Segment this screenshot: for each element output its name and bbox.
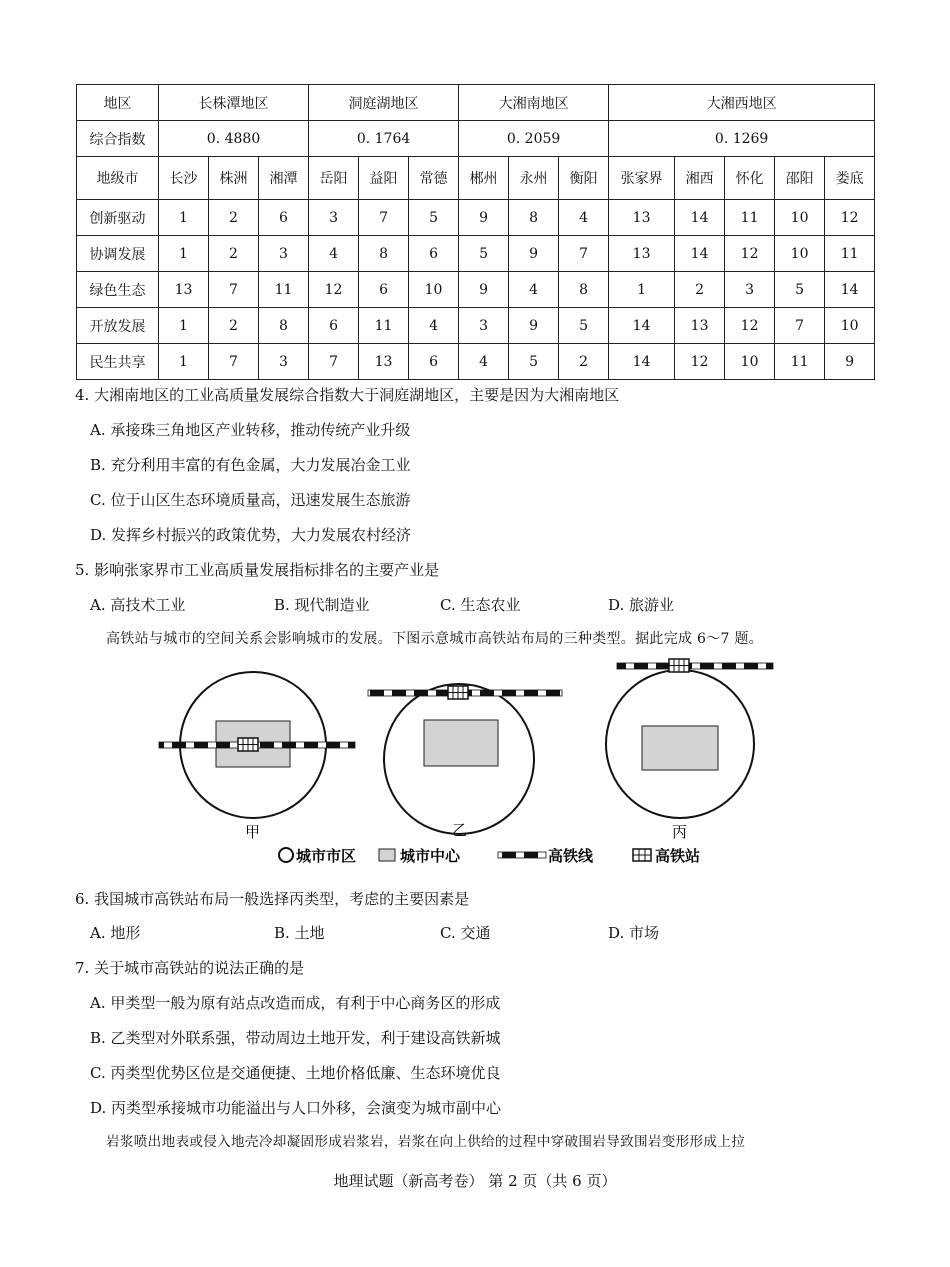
rank-cell: 1 <box>159 344 209 380</box>
indicator-label: 民生共享 <box>77 344 159 380</box>
q6-stem: 6. 我国城市高铁站布局一般选择丙类型，考虑的主要因素是 <box>75 890 470 908</box>
rank-cell: 9 <box>459 272 509 308</box>
rank-cell: 8 <box>509 200 559 236</box>
rank-cell: 4 <box>559 200 609 236</box>
rank-cell: 5 <box>409 200 459 236</box>
region-cell: 长株潭地区 <box>159 85 309 121</box>
city-cell: 娄底 <box>825 157 875 200</box>
q5-option-c: C. 生态农业 <box>440 596 521 614</box>
index-row <box>77 121 875 157</box>
rank-cell: 10 <box>775 200 825 236</box>
station-layout-figure <box>150 650 810 870</box>
index-header: 综合指数 <box>77 121 159 157</box>
q7-stem: 7. 关于城市高铁站的说法正确的是 <box>75 959 305 977</box>
city-cell: 邵阳 <box>775 157 825 200</box>
legend-rail: 高铁线 <box>548 847 594 865</box>
rank-cell: 14 <box>609 344 675 380</box>
rank-cell: 7 <box>559 236 609 272</box>
q6-option-a: A. 地形 <box>90 924 141 942</box>
rank-cell: 2 <box>209 200 259 236</box>
rank-cell: 2 <box>559 344 609 380</box>
region-row <box>77 85 875 121</box>
rank-row <box>77 236 875 272</box>
q7-option-c: C. 丙类型优势区位是交通便捷、土地价格低廉、生态环境优良 <box>90 1064 501 1082</box>
rank-cell: 6 <box>309 308 359 344</box>
rank-cell: 1 <box>159 308 209 344</box>
rank-cell: 11 <box>825 236 875 272</box>
rank-cell: 2 <box>209 236 259 272</box>
rank-cell: 11 <box>259 272 309 308</box>
rank-cell: 6 <box>409 236 459 272</box>
rank-cell: 8 <box>559 272 609 308</box>
rank-cell: 9 <box>509 236 559 272</box>
rank-cell: 7 <box>209 344 259 380</box>
rank-cell: 13 <box>609 236 675 272</box>
q6-option-c: C. 交通 <box>440 924 491 942</box>
q5-option-d: D. 旅游业 <box>608 596 675 614</box>
rank-cell: 4 <box>509 272 559 308</box>
rank-cell: 14 <box>609 308 675 344</box>
rank-row <box>77 200 875 236</box>
rank-body <box>77 200 875 380</box>
rank-cell: 14 <box>675 236 725 272</box>
rank-cell: 12 <box>725 308 775 344</box>
legend-station: 高铁站 <box>655 847 701 865</box>
rank-cell: 10 <box>725 344 775 380</box>
q4-option-a: A. 承接珠三角地区产业转移，推动传统产业升级 <box>90 421 411 439</box>
q4-option-c: C. 位于山区生态环境质量高，迅速发展生态旅游 <box>90 491 411 509</box>
label-jia: 甲 <box>245 823 261 841</box>
type-bing-diagram <box>606 659 773 841</box>
q4-stem: 4. 大湘南地区的工业高质量发展综合指数大于洞庭湖地区，主要是因为大湘南地区 <box>75 386 620 404</box>
index-cell: 0. 1764 <box>309 121 459 157</box>
rank-cell: 13 <box>159 272 209 308</box>
rank-cell: 10 <box>409 272 459 308</box>
rank-cell: 6 <box>259 200 309 236</box>
rank-cell: 10 <box>775 236 825 272</box>
rank-cell: 12 <box>309 272 359 308</box>
indicator-label: 绿色生态 <box>77 272 159 308</box>
rank-cell: 5 <box>775 272 825 308</box>
indicator-label: 开放发展 <box>77 308 159 344</box>
q7-option-d: D. 丙类型承接城市功能溢出与人口外移，会演变为城市副中心 <box>90 1099 502 1117</box>
intro-6-7: 高铁站与城市的空间关系会影响城市的发展。下图示意城市高铁站布局的三种类型。据此完成 6～7 题。 <box>106 631 764 647</box>
rank-cell: 6 <box>409 344 459 380</box>
q5-option-a: A. 高技术工业 <box>90 596 186 614</box>
q5-option-b: B. 现代制造业 <box>274 596 370 614</box>
rank-cell: 9 <box>825 344 875 380</box>
indicator-label: 创新驱动 <box>77 200 159 236</box>
city-cell: 湘西 <box>675 157 725 200</box>
legend-urban-icon <box>279 848 293 862</box>
rank-cell: 3 <box>259 344 309 380</box>
type-yi-diagram <box>368 684 562 839</box>
city-cell: 怀化 <box>725 157 775 200</box>
rank-cell: 8 <box>359 236 409 272</box>
rail-line <box>617 663 773 669</box>
rank-cell: 12 <box>725 236 775 272</box>
ranking-table <box>76 84 875 380</box>
rank-cell: 13 <box>675 308 725 344</box>
index-cell: 0. 2059 <box>459 121 609 157</box>
rank-cell: 6 <box>359 272 409 308</box>
index-cell: 0. 4880 <box>159 121 309 157</box>
rank-cell: 11 <box>725 200 775 236</box>
rank-cell: 4 <box>409 308 459 344</box>
city-cell: 张家界 <box>609 157 675 200</box>
index-cell: 0. 1269 <box>609 121 875 157</box>
city-cell: 长沙 <box>159 157 209 200</box>
rank-row <box>77 272 875 308</box>
q7-option-b: B. 乙类型对外联系强，带动周边土地开发，利于建设高铁新城 <box>90 1029 501 1047</box>
rank-cell: 11 <box>359 308 409 344</box>
city-cell: 常德 <box>409 157 459 200</box>
rank-cell: 2 <box>675 272 725 308</box>
region-header: 地区 <box>77 85 159 121</box>
rank-cell: 5 <box>559 308 609 344</box>
rank-cell: 7 <box>309 344 359 380</box>
legend <box>279 847 700 865</box>
rank-cell: 14 <box>675 200 725 236</box>
label-yi: 乙 <box>452 821 468 839</box>
rank-cell: 7 <box>209 272 259 308</box>
rank-cell: 1 <box>159 236 209 272</box>
q6-option-b: B. 土地 <box>274 924 325 942</box>
rank-cell: 11 <box>775 344 825 380</box>
city-cell: 岳阳 <box>309 157 359 200</box>
city-cell: 湘潭 <box>259 157 309 200</box>
rank-cell: 3 <box>259 236 309 272</box>
rank-cell: 12 <box>825 200 875 236</box>
rank-cell: 13 <box>609 200 675 236</box>
region-cell: 大湘南地区 <box>459 85 609 121</box>
rank-cell: 1 <box>609 272 675 308</box>
rank-cell: 5 <box>509 344 559 380</box>
city-cell: 衡阳 <box>559 157 609 200</box>
rank-cell: 4 <box>459 344 509 380</box>
city-center-rect <box>424 720 498 766</box>
city-row <box>77 157 875 200</box>
rank-cell: 3 <box>459 308 509 344</box>
q4-option-d: D. 发挥乡村振兴的政策优势，大力发展农村经济 <box>90 526 412 544</box>
q6-option-d: D. 市场 <box>608 924 660 942</box>
page-footer: 地理试题（新高考卷） 第 2 页（共 6 页） <box>333 1172 617 1190</box>
rank-cell: 7 <box>359 200 409 236</box>
legend-center-icon <box>379 849 395 861</box>
rank-row <box>77 308 875 344</box>
rank-cell: 9 <box>459 200 509 236</box>
rank-cell: 10 <box>825 308 875 344</box>
rank-cell: 7 <box>775 308 825 344</box>
city-cell: 郴州 <box>459 157 509 200</box>
legend-urban: 城市市区 <box>296 847 357 865</box>
rank-cell: 8 <box>259 308 309 344</box>
type-jia-diagram <box>159 672 355 841</box>
legend-rail-icon <box>498 852 546 858</box>
legend-center: 城市中心 <box>400 847 461 865</box>
city-cell: 益阳 <box>359 157 409 200</box>
rank-cell: 3 <box>725 272 775 308</box>
rank-cell: 9 <box>509 308 559 344</box>
indicator-label: 协调发展 <box>77 236 159 272</box>
q7-option-a: A. 甲类型一般为原有站点改造而成，有利于中心商务区的形成 <box>90 994 501 1012</box>
rank-row <box>77 344 875 380</box>
region-cell: 大湘西地区 <box>609 85 875 121</box>
region-cell: 洞庭湖地区 <box>309 85 459 121</box>
rank-cell: 14 <box>825 272 875 308</box>
rank-cell: 4 <box>309 236 359 272</box>
city-header: 地级市 <box>77 157 159 200</box>
city-center-rect <box>642 726 718 770</box>
label-bing: 丙 <box>672 823 688 841</box>
q5-stem: 5. 影响张家界市工业高质量发展指标排名的主要产业是 <box>75 561 440 579</box>
rank-cell: 13 <box>359 344 409 380</box>
next-passage: 岩浆喷出地表或侵入地壳冷却凝固形成岩浆岩，岩浆在向上供给的过程中穿破围岩导致围岩变形形成上拉 <box>106 1134 746 1150</box>
rank-cell: 12 <box>675 344 725 380</box>
rank-cell: 3 <box>309 200 359 236</box>
city-cell: 株洲 <box>209 157 259 200</box>
rank-cell: 1 <box>159 200 209 236</box>
city-cell: 永州 <box>509 157 559 200</box>
q4-option-b: B. 充分利用丰富的有色金属，大力发展冶金工业 <box>90 456 411 474</box>
rank-cell: 2 <box>209 308 259 344</box>
rank-cell: 5 <box>459 236 509 272</box>
